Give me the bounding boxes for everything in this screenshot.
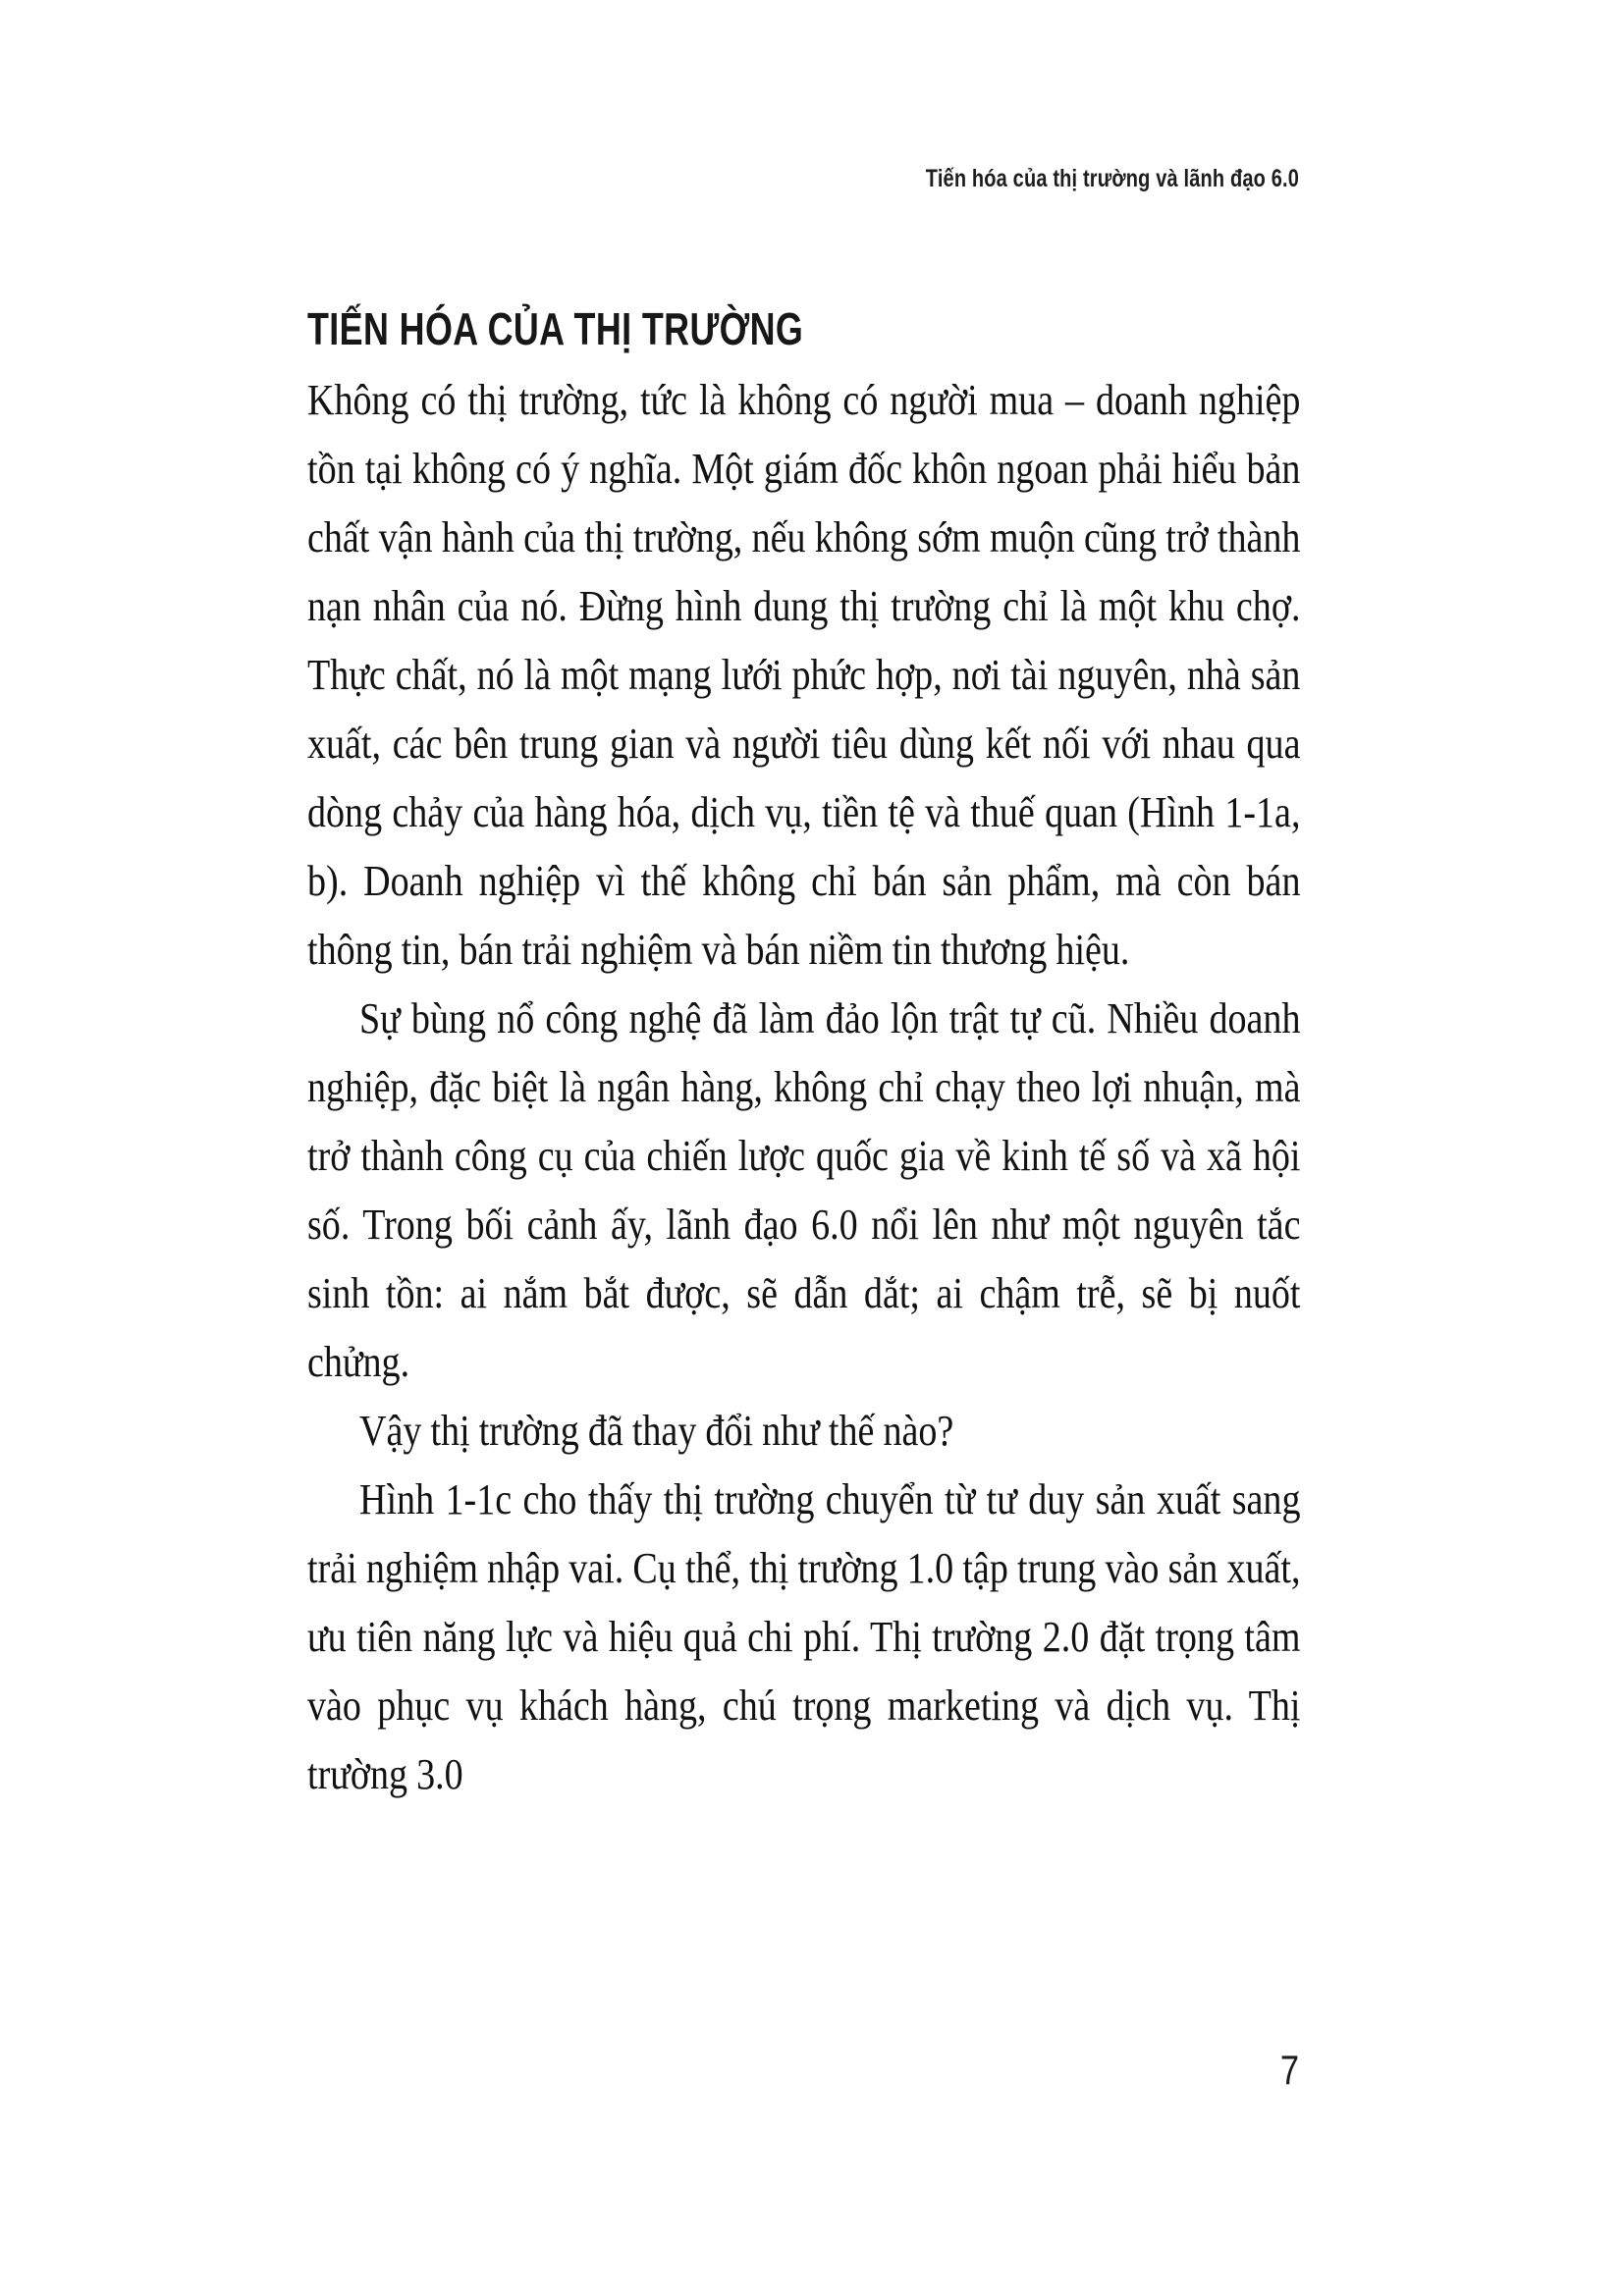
body-paragraph-2: Sự bùng nổ công nghệ đã làm đảo lộn trật tự cũ. Nhiều doanh nghiệp, đặc biệt là ngân hàng, không chỉ chạy theo lợi nhuận, mà trở thành công cụ của chiến lược quốc gia về kinh tế số và xã hội số. Trong bối cảnh ấy, lãnh đạo 6.0 nổi lên như một nguyên tắc sinh tồn: ai nắm bắt được, sẽ dẫn dắt; ai chậm trễ, sẽ bị nuốt chửng. [307,993,1301,1386]
running-header: Tiến hóa của thị trường và lãnh đạo 6.0 [925,165,1299,192]
body-paragraph-3: Vậy thị trường đã thay đổi như thế nào? [359,1406,954,1455]
body-paragraph-4: Hình 1-1c cho thấy thị trường chuyển từ tư duy sản xuất sang trải nghiệm nhập vai. Cụ thể, thị trường 1.0 tập trung vào sản xuất, ưu tiên năng lực và hiệu quả chi phí. Thị trường 2.0 đặt trọng tâm vào phục vụ khách hàng, chú trọng marketing và dịch vụ. Thị trường 3.0 [307,1474,1301,1798]
body-text-column [307,365,1301,1808]
body-paragraph-1: Không có thị trường, tức là không có người mua – doanh nghiệp tồn tại không có ý nghĩa. Một giám đốc khôn ngoan phải hiểu bản chất vận hành của thị trường, nếu không sớm muộn cũng trở thành nạn nhân của nó. Đừng hình dung thị trường chỉ là một khu chợ. Thực chất, nó là một mạng lưới phức hợp, nơi tài nguyên, nhà sản xuất, các bên trung gian và người tiêu dùng kết nối với nhau qua dòng chảy của hàng hóa, dịch vụ, tiền tệ và thuế quan (Hình 1-1a, b). Doanh nghiệp vì thế không chỉ bán sản phẩm, mà còn bán thông tin, bán trải nghiệm và bán niềm tin thương hiệu. [307,375,1301,974]
page-number: 7 [1279,2047,1299,2093]
section-heading: TIẾN HÓA CỦA THỊ TRƯỜNG [307,302,804,354]
